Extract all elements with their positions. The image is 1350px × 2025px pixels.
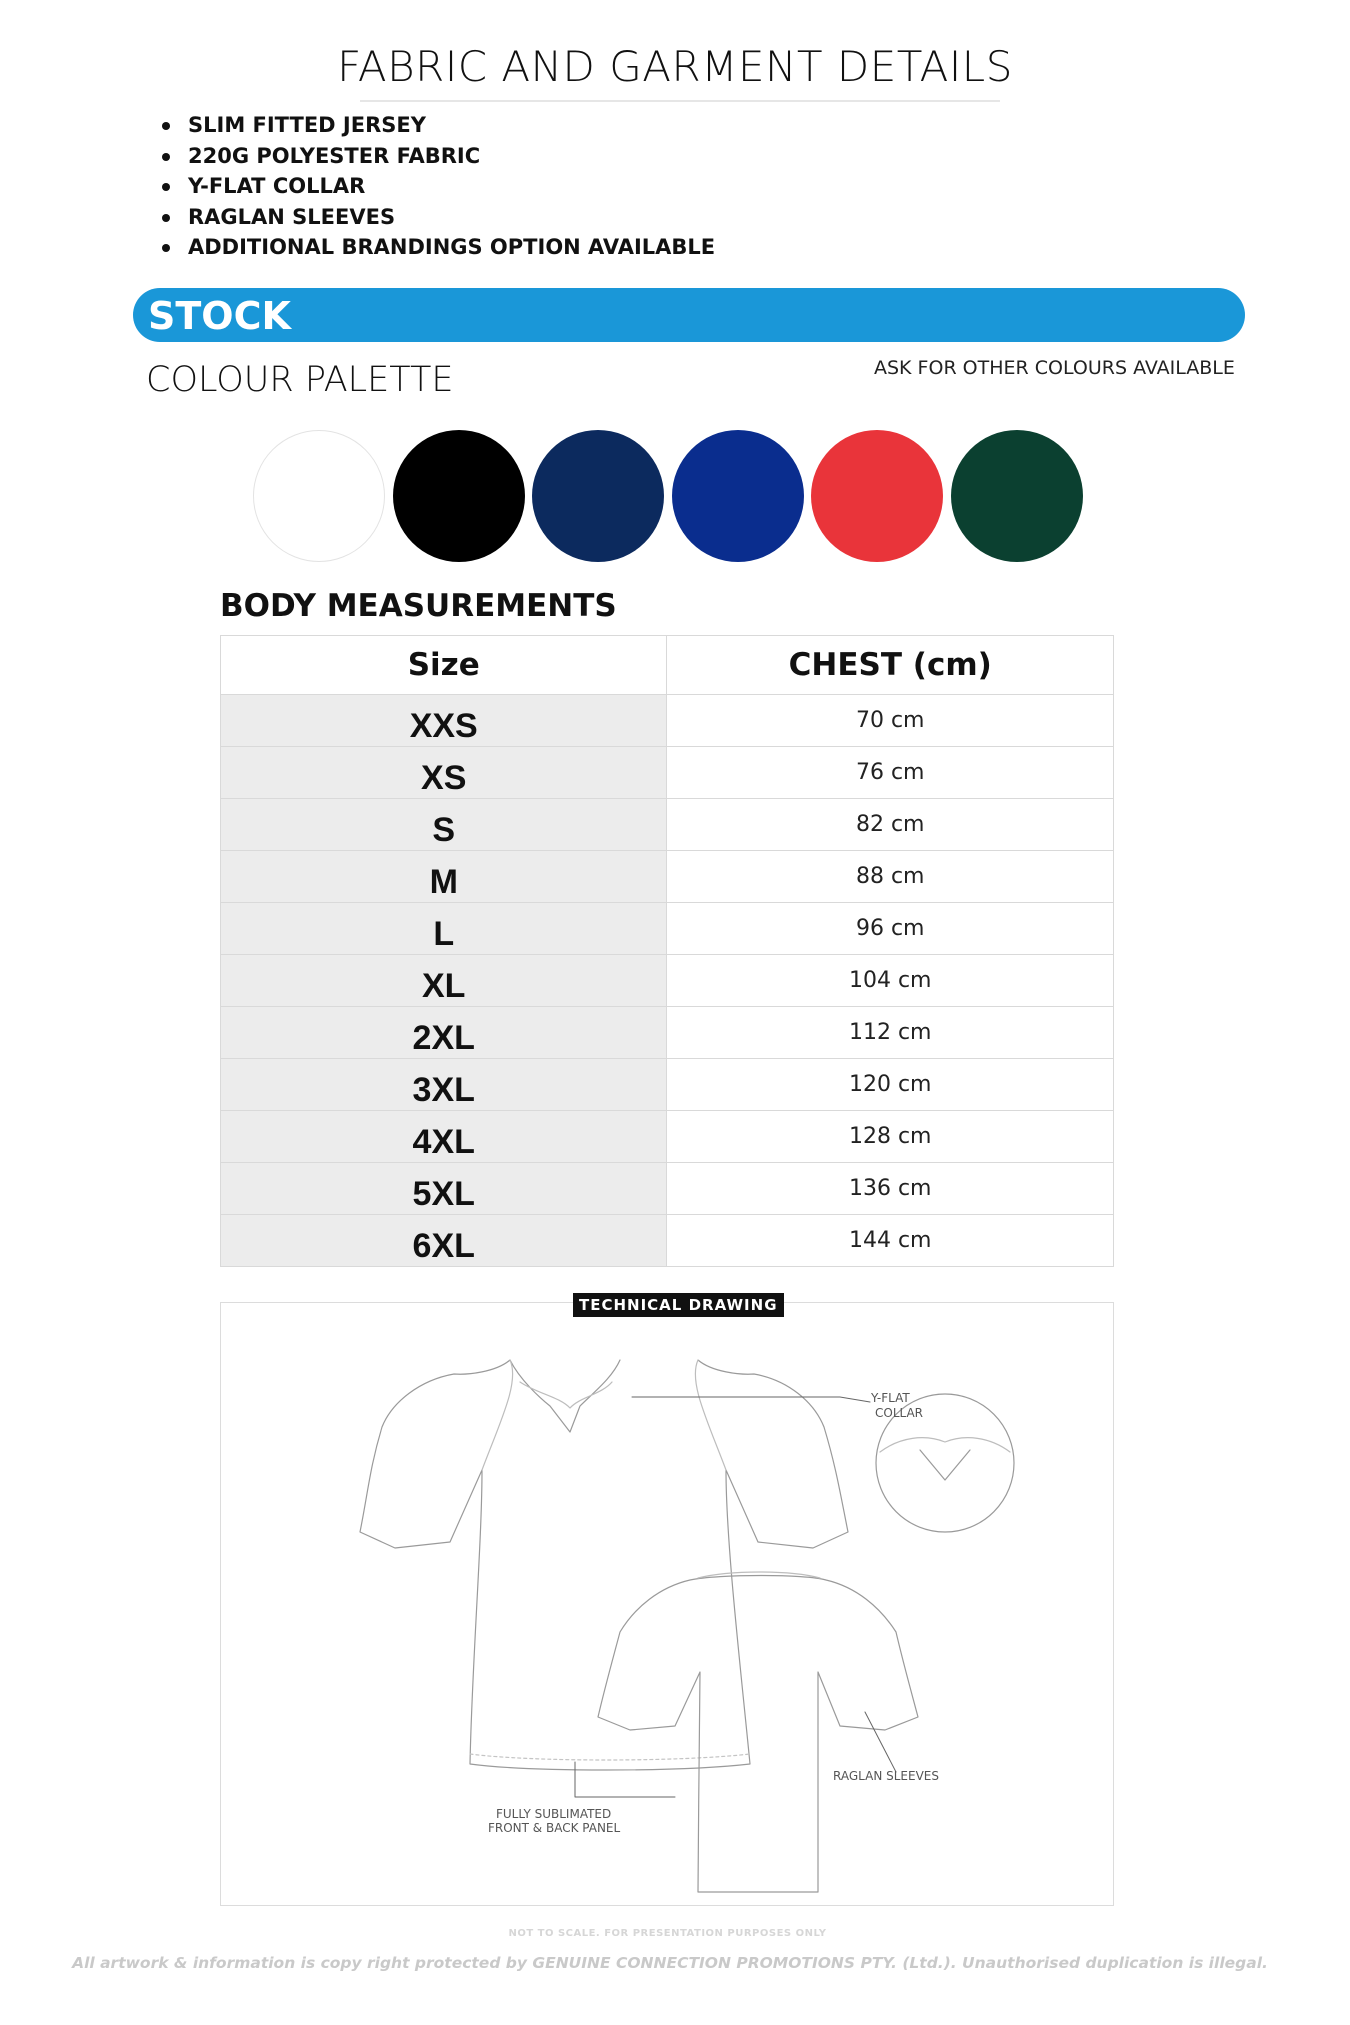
panel-callout-line (575, 1762, 675, 1797)
chest-column-header: CHEST (cm) (667, 636, 1114, 695)
colour-swatch-red (811, 430, 943, 562)
chest-cell: 70 cm (667, 695, 1114, 747)
colour-swatch-royal-blue (672, 430, 804, 562)
size-cell: S (221, 799, 667, 851)
table-row (221, 851, 1114, 903)
table-row (221, 1111, 1114, 1163)
colour-swatch-bottle-green (951, 430, 1083, 562)
sleeves-callout-label: RAGLAN SLEEVES (833, 1769, 939, 1783)
size-cell: XL (221, 955, 667, 1007)
table-row (221, 747, 1114, 799)
table-row (221, 1059, 1114, 1111)
size-cell: 6XL (221, 1215, 667, 1267)
other-colours-note: ASK FOR OTHER COLOURS AVAILABLE (874, 357, 1235, 379)
chest-cell: 96 cm (667, 903, 1114, 955)
table-row (221, 799, 1114, 851)
chest-cell: 76 cm (667, 747, 1114, 799)
table-row (221, 903, 1114, 955)
table-row (221, 695, 1114, 747)
collar-callout-label-2: COLLAR (875, 1406, 924, 1420)
size-cell: XS (221, 747, 667, 799)
colour-swatch-black (393, 430, 525, 562)
table-row (221, 955, 1114, 1007)
panel-callout-label-1: FULLY SUBLIMATED (496, 1807, 612, 1821)
chest-cell: 120 cm (667, 1059, 1114, 1111)
chest-cell: 112 cm (667, 1007, 1114, 1059)
feature-item: RAGLAN SLEEVES (158, 202, 715, 233)
collar-callout-label-1: Y-FLAT (871, 1391, 910, 1405)
front-collar-inner (520, 1382, 612, 1408)
feature-list (158, 110, 715, 263)
chest-cell: 136 cm (667, 1163, 1114, 1215)
size-chart-table (220, 635, 1114, 1267)
table-row (221, 1163, 1114, 1215)
page-title: FABRIC AND GARMENT DETAILS (337, 42, 1013, 91)
technical-drawing (220, 1302, 1114, 1906)
colour-swatch-navy (532, 430, 664, 562)
table-header-row (221, 636, 1114, 695)
chest-cell: 104 cm (667, 955, 1114, 1007)
title-divider (360, 100, 1000, 102)
back-jersey-outline (598, 1576, 918, 1893)
size-cell: XXS (221, 695, 667, 747)
chest-cell: 144 cm (667, 1215, 1114, 1267)
technical-drawing-tag: TECHNICAL DRAWING (573, 1293, 784, 1317)
size-column-header: Size (221, 636, 667, 695)
chest-cell: 128 cm (667, 1111, 1114, 1163)
feature-item: ADDITIONAL BRANDINGS OPTION AVAILABLE (158, 232, 715, 263)
front-collar (510, 1360, 620, 1432)
front-jersey-outline (360, 1360, 848, 1770)
feature-item: SLIM FITTED JERSEY (158, 110, 715, 141)
chest-cell: 88 cm (667, 851, 1114, 903)
size-cell: 3XL (221, 1059, 667, 1111)
colour-swatch-white (253, 430, 385, 562)
body-measurements-heading: BODY MEASUREMENTS (220, 588, 617, 624)
size-cell: 5XL (221, 1163, 667, 1215)
size-cell: 2XL (221, 1007, 667, 1059)
size-cell: M (221, 851, 667, 903)
collar-callout-line (632, 1397, 870, 1402)
stock-banner (133, 288, 1245, 342)
table-row (221, 1007, 1114, 1059)
scale-note: NOT TO SCALE. FOR PRESENTATION PURPOSES ONLY (508, 1928, 827, 1939)
size-cell: L (221, 903, 667, 955)
table-row (221, 1215, 1114, 1267)
stock-label: STOCK (148, 294, 291, 338)
sleeve-callout-line (865, 1712, 896, 1772)
feature-item: 220G POLYESTER FABRIC (158, 141, 715, 172)
size-cell: 4XL (221, 1111, 667, 1163)
colour-palette-heading: COLOUR PALETTE (146, 360, 454, 400)
chest-cell: 82 cm (667, 799, 1114, 851)
copyright-notice: All artwork & information is copy right protected by GENUINE CONNECTION PROMOTIONS PTY. (Ltd.). Unauthorised duplication is illegal. (72, 1954, 1268, 1972)
panel-callout-label-2: FRONT & BACK PANEL (488, 1821, 621, 1835)
feature-item: Y-FLAT COLLAR (158, 171, 715, 202)
